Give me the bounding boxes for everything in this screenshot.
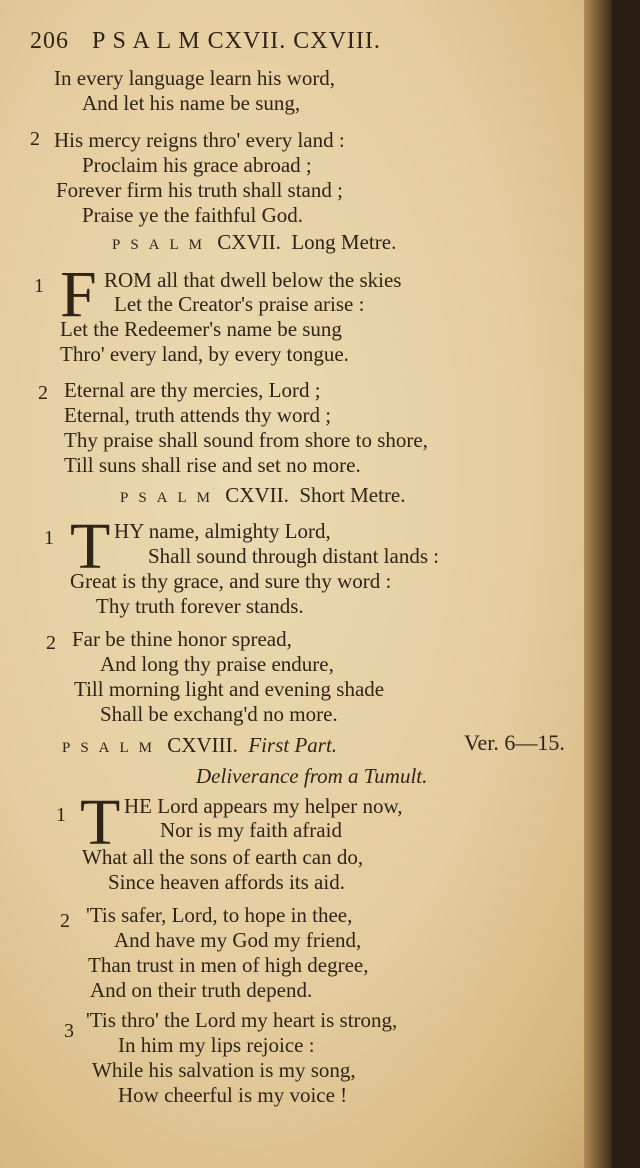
drop-cap: T	[80, 786, 121, 859]
psalm-word: PSALM	[62, 740, 163, 756]
verse-line: HE Lord appears my helper now,	[124, 794, 403, 818]
part-label: First Part.	[248, 733, 338, 757]
verse-line: And on their truth depend.	[90, 978, 313, 1002]
verse-line: Eternal are thy mercies, Lord ;	[64, 378, 321, 402]
page-edge	[584, 0, 612, 1168]
verse-line: Eternal, truth attends thy word ;	[64, 403, 332, 427]
verse-line: In every language learn his word,	[54, 66, 336, 90]
verse-number: 1	[56, 804, 66, 826]
verse-number: 2	[46, 632, 56, 654]
verse-number: 2	[30, 128, 40, 150]
drop-cap: T	[70, 510, 111, 583]
metre-label: Long Metre.	[291, 230, 397, 254]
verse-line: Let the Creator's praise arise :	[114, 292, 365, 316]
verse-number: 1	[34, 275, 44, 297]
verse-line: 'Tis thro' the Lord my heart is strong,	[86, 1008, 398, 1032]
verse-line: Till morning light and evening shade	[74, 677, 385, 701]
verse-line: Shall sound through distant lands :	[148, 544, 440, 568]
verse-line: What all the sons of earth can do,	[82, 845, 364, 869]
verse-line: Far be thine honor spread,	[72, 627, 292, 651]
verse-line: And have my God my friend,	[114, 928, 362, 952]
verse-line: Forever firm his truth shall stand ;	[56, 178, 343, 202]
verse-line: Than trust in men of high degree,	[88, 953, 369, 977]
psalm-heading	[120, 483, 406, 510]
verse-line: Shall be exchang'd no more.	[100, 702, 338, 726]
verse-line: Thy truth forever stands.	[96, 594, 304, 618]
verse-line: Till suns shall rise and set no more.	[64, 453, 361, 477]
verse-line: Proclaim his grace abroad ;	[82, 153, 312, 177]
running-title: P S A L M CXVII. CXVIII.	[92, 28, 381, 54]
verse-line: Thy praise shall sound from shore to shore,	[64, 428, 428, 452]
page-number: 206	[30, 28, 69, 54]
verse-line: Great is thy grace, and sure thy word :	[70, 569, 392, 593]
verse-line: HY name, almighty Lord,	[114, 519, 331, 543]
psalm-number: CXVII.	[217, 230, 281, 254]
verse-range: Ver. 6—15.	[464, 730, 565, 755]
verse-line: How cheerful is my voice !	[118, 1083, 348, 1107]
psalm-subtitle: Deliverance from a Tumult.	[196, 764, 428, 788]
verse-line: ROM all that dwell below the skies	[104, 268, 402, 292]
verse-line: 'Tis safer, Lord, to hope in thee,	[86, 903, 353, 927]
psalm-number: CXVII.	[225, 483, 289, 507]
verse-line: His mercy reigns thro' every land :	[54, 128, 345, 152]
metre-label: Short Metre.	[299, 483, 406, 507]
verse-line: And long thy praise endure,	[100, 652, 334, 676]
psalm-word: PSALM	[112, 237, 213, 253]
drop-cap: F	[60, 258, 97, 331]
verse-number: 2	[60, 910, 70, 932]
verse-line: Nor is my faith afraid	[160, 818, 342, 842]
verse-line: In him my lips rejoice :	[118, 1033, 315, 1057]
verse-line: Since heaven affords its aid.	[108, 870, 345, 894]
verse-number: 1	[44, 527, 54, 549]
verse-line: Let the Redeemer's name be sung	[60, 317, 342, 341]
verse-line: Thro' every land, by every tongue.	[60, 342, 349, 366]
psalm-word: PSALM	[120, 490, 221, 506]
verse-line: And let his name be sung,	[82, 91, 301, 115]
verse-line: Praise ye the faithful God.	[82, 203, 304, 227]
verse-number: 2	[38, 382, 48, 404]
verse-line: While his salvation is my song,	[92, 1058, 356, 1082]
verse-number: 3	[64, 1020, 74, 1042]
psalm-heading	[112, 230, 396, 257]
psalm-heading	[62, 733, 337, 760]
psalm-number: CXVIII.	[167, 733, 238, 757]
